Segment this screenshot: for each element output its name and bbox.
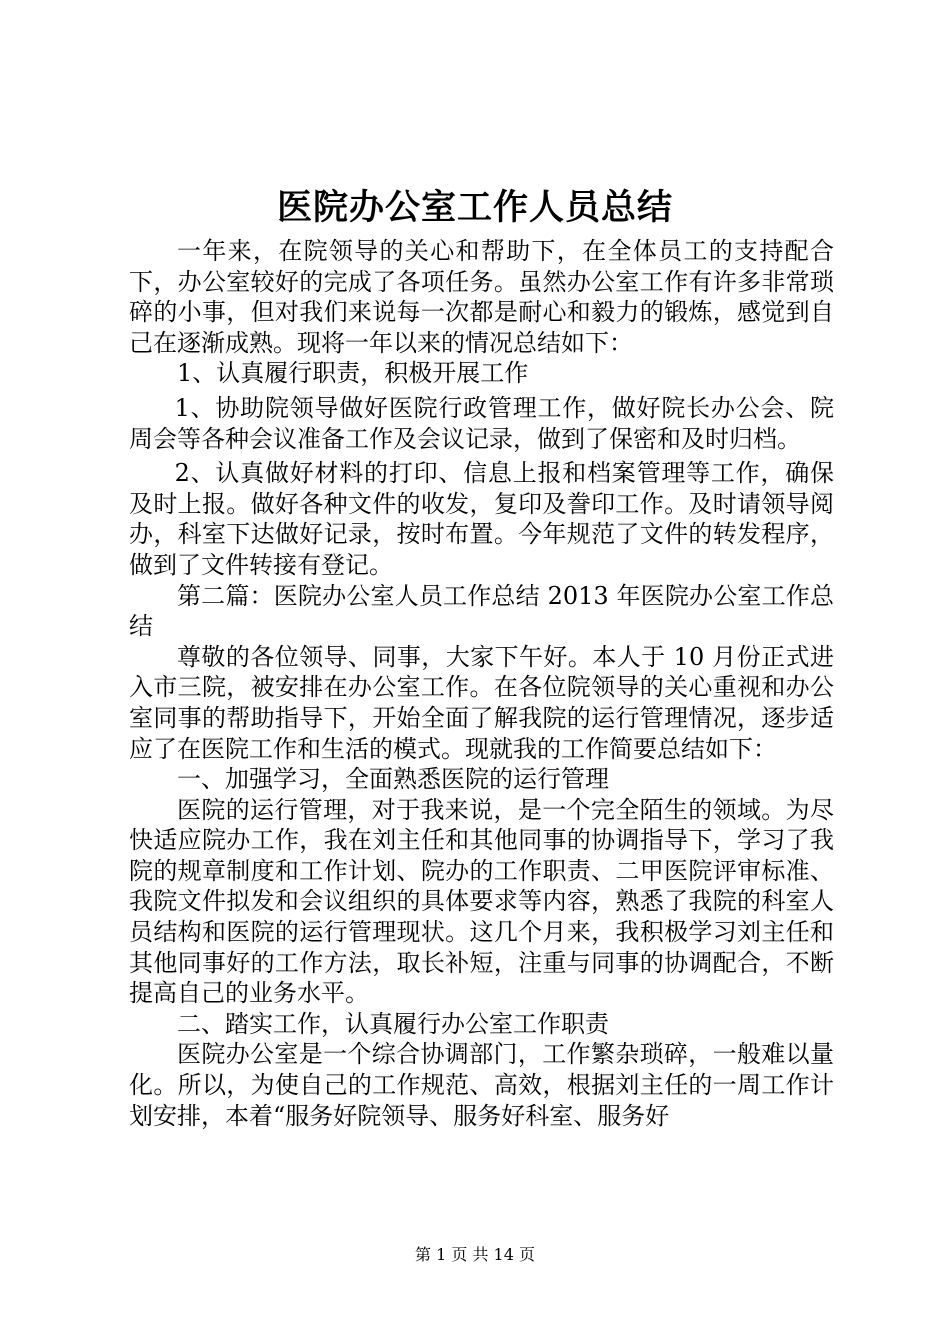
document-body <box>129 236 834 1131</box>
paragraph-item-1: 1、协助院领导做好医院行政管理工作，做好院长办公会、院周会等各种会议准备工作及会议记录，做到了保密和及时归档。 <box>129 393 834 453</box>
section-heading-part-2: 第二篇：医院办公室人员工作总结 2013 年医院办公室工作总结 <box>129 581 834 641</box>
section-heading-study: 一、加强学习，全面熟悉医院的运行管理 <box>177 765 609 794</box>
page-footer: 第 1 页 共 14 页 <box>415 1245 535 1264</box>
paragraph-item-2: 2、认真做好材料的打印、信息上报和档案管理等工作，确保及时上报。做好各种文件的收发，复印及誊印工作。及时请领导阅办，科室下达做好记录，按时布置。今年规范了文件的转发程序，做到了文件转接有登记。 <box>129 459 834 579</box>
section-heading-1: 1、认真履行职责，积极开展工作 <box>177 359 529 388</box>
paragraph-study: 医院的运行管理，对于我来说，是一个完全陌生的领域。为尽快适应院办工作，我在刘主任和其他同事的协调指导下，学习了我院的规章制度和工作计划、院办的工作职责、二甲医院评审标准、我院文件拟发和会议组织的具体要求等内容，熟悉了我院的科室人员结构和医院的运行管理现状。这几个月来，我积极学习刘主任和其他同事好的工作方法，取长补短，注重与同事的协调配合，不断提高自己的业务水平。 <box>129 795 834 1008</box>
section-heading-work: 二、踏实工作，认真履行办公室工作职责 <box>177 1009 609 1038</box>
paragraph-work: 医院办公室是一个综合协调部门，工作繁杂琐碎，一般难以量化。所以，为使自己的工作规范、高效，根据刘主任的一周工作计划安排，本着“服务好院领导、服务好科室、服务好 <box>129 1040 834 1130</box>
document-title: 医院办公室工作人员总结 <box>276 187 673 228</box>
paragraph-intro: 一年来，在院领导的关心和帮助下，在全体员工的支持配合下，办公室较好的完成了各项任务。虽然办公室工作有许多非常琐碎的小事，但对我们来说每一次都是耐心和毅力的锻炼，感觉到自己在逐渐成熟。现将一年以来的情况总结如下： <box>129 237 834 357</box>
paragraph-greeting: 尊敬的各位领导、同事，大家下午好。本人于 10 月份正式进入市三院，被安排在办公室工作。在各位院领导的关心重视和办公室同事的帮助指导下，开始全面了解我院的运行管理情况，逐步适应了在医院工作和生活的模式。现就我的工作简要总结如下： <box>129 642 834 763</box>
